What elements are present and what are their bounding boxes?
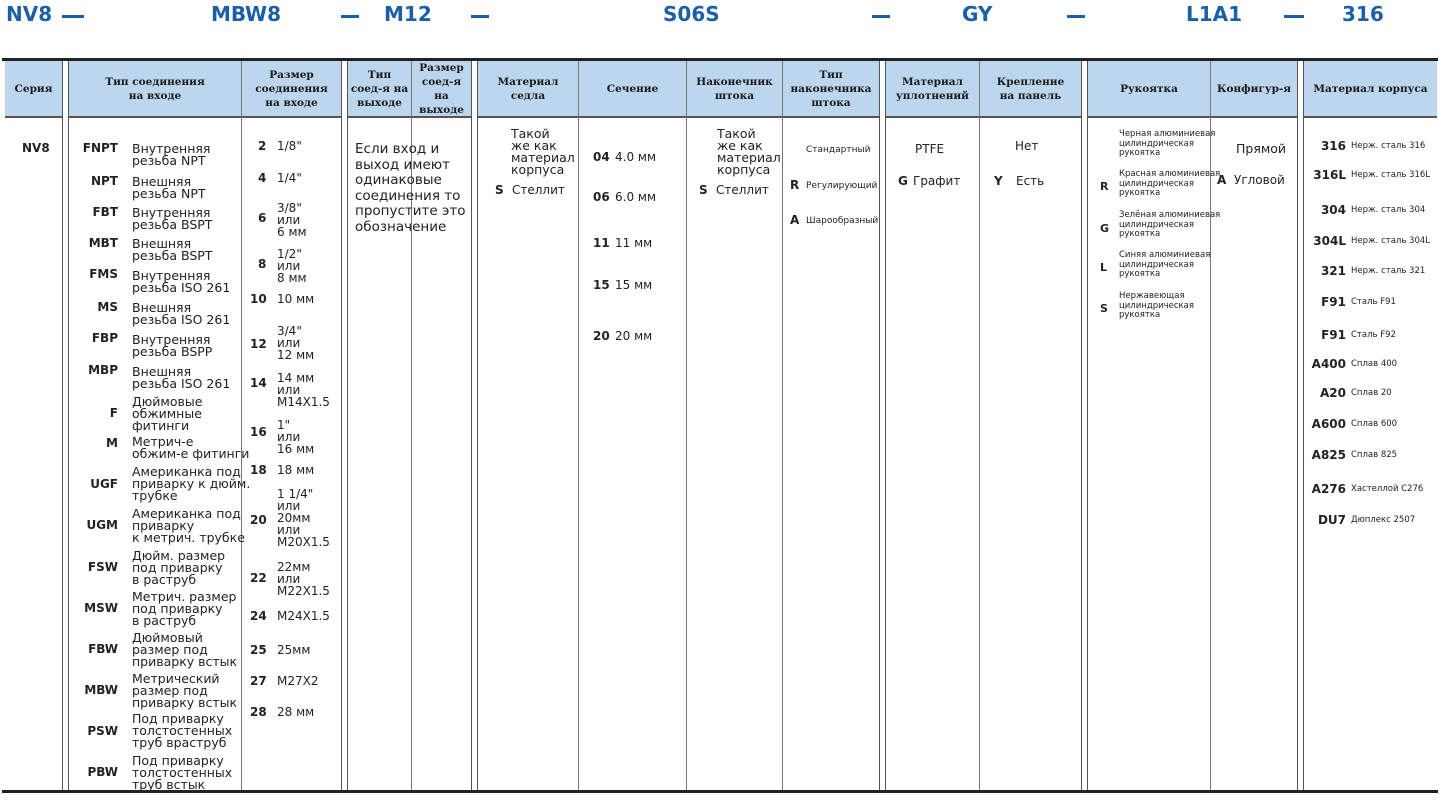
inlet-type-code: FMS <box>89 267 118 281</box>
handle-code: R <box>1100 180 1109 193</box>
handle-desc: Красная алюминиевая цилиндрическая рукоятка <box>1119 169 1221 198</box>
inlet-type-desc: Внутренняя резьба BSPT <box>132 205 213 232</box>
inlet-type-code: MBT <box>88 236 118 250</box>
header-inlet-type: Тип соединения на входе <box>105 75 205 102</box>
inlet-type-code: MBW <box>84 683 118 697</box>
group-seals-mount <box>886 61 1081 790</box>
handle-desc: Синяя алюминиевая цилиндрическая рукоятка <box>1119 250 1211 279</box>
group-divider <box>471 61 478 790</box>
inlet-type-code: UGM <box>86 518 118 532</box>
stem-tip-type-desc: Шарообразный <box>806 216 879 226</box>
inlet-type-code: MSW <box>84 601 118 615</box>
inlet-type-code: FSW <box>87 560 118 574</box>
inlet-size-code: 8 <box>258 257 267 271</box>
inlet-type-code: NPT <box>90 174 118 188</box>
inlet-type-desc: Дюймовый размер под приварку встык <box>132 630 238 669</box>
code-body-material: 316 <box>1342 2 1384 26</box>
inlet-type-code: MBP <box>88 363 118 377</box>
inlet-size-code: 22 <box>250 571 267 585</box>
body-material-code: F91 <box>1321 328 1346 342</box>
inlet-type-desc: Внешняя резьба ISO 261 <box>132 300 231 327</box>
body-material-code: A20 <box>1320 386 1346 400</box>
body-material-code: 316L <box>1313 168 1346 182</box>
inlet-size-desc: 25мм <box>277 643 311 657</box>
group-divider <box>1297 61 1304 790</box>
section-code: 06 <box>593 190 610 204</box>
code-section: S06S <box>663 2 720 26</box>
inlet-size-code: 20 <box>250 513 267 527</box>
body-material-code: DU7 <box>1317 513 1346 527</box>
seat-material-default: Такой же как материал корпуса <box>511 126 575 177</box>
inlet-type-desc: Внешняя резьба ISO 261 <box>132 364 231 391</box>
stem-tip-default: Такой же как материал корпуса <box>717 126 781 177</box>
section-desc: 4.0 мм <box>615 150 657 164</box>
inlet-size-code: 6 <box>258 211 267 225</box>
inlet-size-desc: 14 мм или M14X1.5 <box>277 371 330 409</box>
seal-material-desc: Графит <box>913 174 961 188</box>
inlet-size-desc: 1" или 16 мм <box>277 418 315 456</box>
section-desc: 11 мм <box>615 236 653 250</box>
seat-material-code: S <box>495 183 504 197</box>
inlet-type-desc: Внешняя резьба NPT <box>132 174 206 201</box>
inlet-type-desc: Под приварку толстостенных труб встык <box>132 753 233 792</box>
header-panel-mount: Крепление на панель <box>996 75 1065 102</box>
inlet-size-desc: 28 мм <box>277 705 315 719</box>
dash-separator <box>872 15 890 18</box>
group-series <box>5 61 62 790</box>
inlet-size-desc: 1 1/4" или 20мм или M20X1.5 <box>277 487 330 549</box>
body-material-code: A400 <box>1311 357 1346 371</box>
inlet-size-desc: M27X2 <box>277 674 319 688</box>
section-code: 11 <box>593 236 610 250</box>
body-material-desc: Нерж. сталь 316 <box>1351 141 1426 151</box>
inlet-size-desc: M24X1.5 <box>277 609 330 623</box>
inlet-type-code: PBW <box>87 765 118 779</box>
inlet-type-code: FBT <box>92 205 118 219</box>
inlet-type-code: M <box>106 436 118 450</box>
body-material-desc: Нерж. сталь 316L <box>1351 170 1431 180</box>
inlet-size-desc: 1/2" или 8 мм <box>277 247 307 285</box>
code-handle: L1A1 <box>1186 2 1243 26</box>
code-seals: GY <box>962 2 993 26</box>
config-desc: Угловой <box>1234 173 1285 187</box>
body-material-desc: Дюплекс 2507 <box>1351 515 1416 525</box>
stem-tip-type-default: Стандартный <box>806 145 871 155</box>
inlet-size-code: 16 <box>250 425 267 439</box>
handle-desc: Нержавеющая цилиндрическая рукоятка <box>1119 291 1195 320</box>
body-material-desc: Сталь F92 <box>1351 330 1396 340</box>
body-material-code: F91 <box>1321 295 1346 309</box>
inlet-size-code: 27 <box>250 674 267 688</box>
inlet-type-desc: Метрич. размер под приварку в раструб <box>132 589 237 628</box>
body-material-code: A276 <box>1311 482 1346 496</box>
group-divider <box>62 61 69 790</box>
inlet-type-desc: Дюйм. размер под приварку в раструб <box>132 548 226 587</box>
handle-code: S <box>1100 302 1108 315</box>
inlet-type-code: FNPT <box>82 141 118 155</box>
dash-separator <box>62 15 84 18</box>
body-material-desc: Сплав 20 <box>1351 388 1392 398</box>
inlet-size-code: 24 <box>250 609 267 623</box>
inlet-size-code: 12 <box>250 337 267 351</box>
stem-tip-type-desc: Регулирующий <box>806 181 878 191</box>
inlet-size-desc: 3/4" или 12 мм <box>277 324 315 362</box>
body-material-code: 321 <box>1320 264 1346 278</box>
code-series: NV8 <box>6 2 53 26</box>
inlet-type-desc: Американка под приварку к метрич. трубке <box>132 506 245 545</box>
inlet-size-code: 14 <box>250 376 267 390</box>
inlet-type-desc: Американка под приварку к дюйм. трубке <box>132 464 251 503</box>
header-body-material: Материал корпуса <box>1313 82 1428 95</box>
section-code: 15 <box>593 278 610 292</box>
body-material-desc: Сталь F91 <box>1351 297 1396 307</box>
body-material-desc: Нерж. сталь 304 <box>1351 205 1426 215</box>
seal-material-code: G <box>898 174 908 188</box>
dash-separator <box>1284 15 1304 18</box>
inlet-size-desc: 10 мм <box>277 292 315 306</box>
handle-code: G <box>1100 222 1110 235</box>
header-seat-material: Материал седла <box>497 75 559 102</box>
handle-desc: Черная алюминиевая цилиндрическая рукоятка <box>1119 129 1216 158</box>
inlet-type-desc: Метрич-е обжим-е фитинги <box>132 434 250 461</box>
inlet-size-desc: 1/4" <box>277 171 302 185</box>
body-material-desc: Нерж. сталь 321 <box>1351 266 1426 276</box>
body-material-desc: Нерж. сталь 304L <box>1351 236 1431 246</box>
inlet-type-desc: Под приварку толстостенных труб враструб <box>132 711 233 750</box>
group-divider <box>341 61 348 790</box>
config-default: Прямой <box>1236 141 1287 156</box>
handle-desc: Зелёная алюминиевая цилиндрическая рукоятка <box>1119 210 1221 239</box>
body-material-desc: Хастеллой С276 <box>1351 484 1424 494</box>
body-material-code: 316 <box>1320 139 1346 153</box>
section-code: 04 <box>593 150 610 164</box>
header-stem-tip: Наконечник штока <box>696 75 773 102</box>
seal-material-default: PTFE <box>915 142 945 156</box>
inlet-size-code: 18 <box>250 463 267 477</box>
panel-mount-desc: Есть <box>1016 174 1045 188</box>
body-material-code: A825 <box>1311 448 1346 462</box>
section-desc: 20 мм <box>615 329 653 343</box>
inlet-size-code: 28 <box>250 705 267 719</box>
inlet-type-desc: Метрический размер под приварку встык <box>132 671 238 710</box>
outlet-note: Если вход и выход имеют одинаковые соединения то пропустите это обозначение <box>355 141 466 235</box>
inlet-size-desc: 22мм или M22X1.5 <box>277 560 330 598</box>
dash-separator <box>1067 15 1085 18</box>
inlet-type-desc: Дюймовые обжимные фитинги <box>132 394 203 433</box>
body-material-desc: Сплав 600 <box>1351 419 1398 429</box>
body-material-code: A600 <box>1311 417 1346 431</box>
code-connection: MBW8 <box>211 2 282 26</box>
section-desc: 6.0 мм <box>615 190 657 204</box>
group-divider <box>1081 61 1088 790</box>
inlet-type-code: MS <box>97 300 118 314</box>
inlet-type-desc: Внутренняя резьба BSPP <box>132 332 213 359</box>
inlet-size-desc: 3/8" или 6 мм <box>277 201 307 239</box>
section-desc: 15 мм <box>615 278 653 292</box>
inlet-type-desc: Внутренняя резьба NPT <box>132 141 211 168</box>
header-inlet-size: Размер соединения на входе <box>255 68 328 109</box>
group-divider <box>879 61 886 790</box>
panel-mount-default: Нет <box>1015 139 1039 153</box>
stem-tip-type-code: A <box>790 213 800 227</box>
body-material-desc: Сплав 825 <box>1351 450 1398 460</box>
header-handle: Рукоятка <box>1120 82 1178 95</box>
header-stem-tip-type: Тип наконечника штока <box>790 68 872 109</box>
header-seal-material: Материал уплотнений <box>896 75 969 102</box>
inlet-size-code: 4 <box>258 171 267 185</box>
body-material-desc: Сплав 400 <box>1351 359 1398 369</box>
inlet-size-desc: 18 мм <box>277 463 315 477</box>
seat-material-desc: Стеллит <box>512 183 565 197</box>
inlet-type-code: PSW <box>87 724 118 738</box>
inlet-size-code: 25 <box>250 643 267 657</box>
stem-tip-code: S <box>699 183 708 197</box>
config-code: A <box>1217 173 1227 187</box>
header-section: Сечение <box>606 82 659 95</box>
body-material-code: 304 <box>1320 203 1346 217</box>
dash-separator <box>341 15 359 18</box>
inlet-size-code: 10 <box>250 292 267 306</box>
panel-mount-code: Y <box>994 174 1003 188</box>
dash-separator <box>471 15 489 18</box>
series-value: NV8 <box>22 141 50 155</box>
header-config: Конфигур-я <box>1216 82 1292 95</box>
inlet-type-desc: Внутренняя резьба ISO 261 <box>132 268 231 295</box>
inlet-type-code: UGF <box>90 477 118 491</box>
header-series: Серия <box>14 82 53 95</box>
stem-tip-type-code: R <box>790 178 800 192</box>
inlet-type-code: F <box>109 406 118 420</box>
inlet-type-code: FBP <box>91 331 118 345</box>
body-material-code: 304L <box>1313 234 1346 248</box>
handle-code: L <box>1100 261 1108 274</box>
header-outlet-type: Тип соед-я на выходе <box>350 68 409 109</box>
inlet-type-desc: Внешняя резьба BSPT <box>132 236 213 263</box>
header-outlet-size: Размер соед-я на выходе <box>419 61 464 116</box>
stem-tip-desc: Стеллит <box>716 183 769 197</box>
inlet-type-code: FBW <box>88 642 118 656</box>
inlet-size-code: 2 <box>258 139 267 153</box>
inlet-size-desc: 1/8" <box>277 139 302 153</box>
section-code: 20 <box>593 329 610 343</box>
code-size: M12 <box>384 2 432 26</box>
